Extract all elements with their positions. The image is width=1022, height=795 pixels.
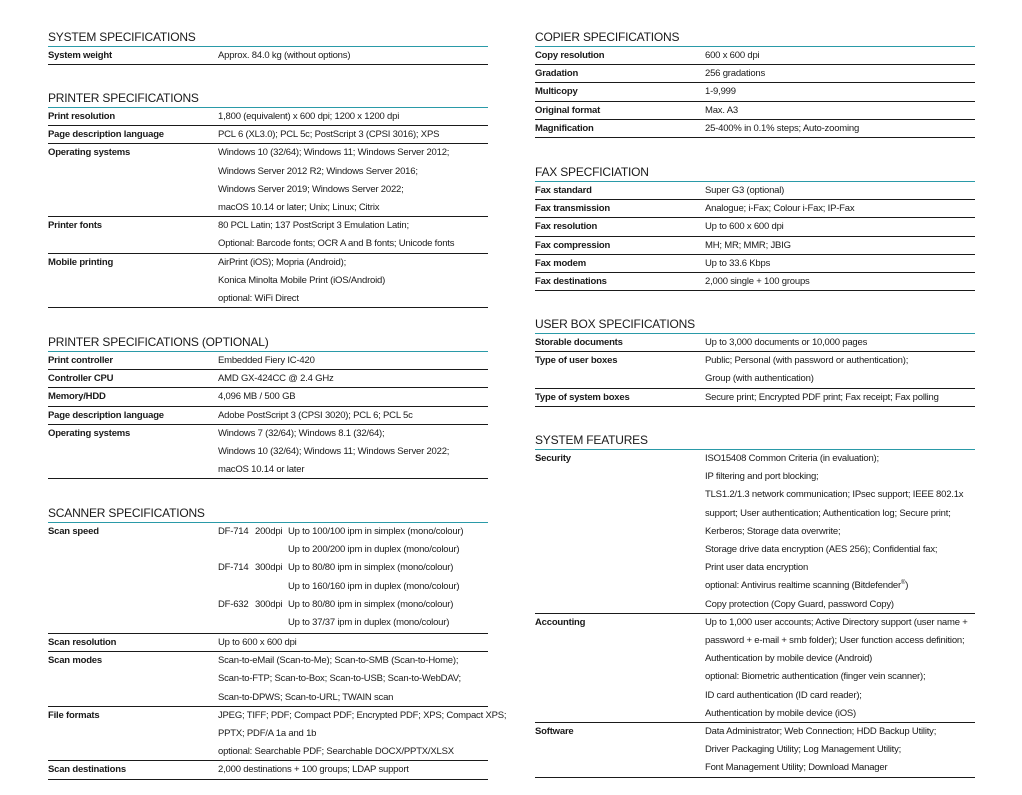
spec-value-line: Analogue; i-Fax; Colour i-Fax; IP-Fax <box>705 203 855 215</box>
spec-value <box>218 652 488 707</box>
spec-label: Storable documents <box>535 337 623 348</box>
spec-value <box>705 614 975 723</box>
spec-value-line: Scan-to-FTP; Scan-to-Box; Scan-to-USB; Scan-to-WebDAV; <box>218 673 461 685</box>
spec-value-line: Secure print; Encrypted PDF print; Fax receipt; Fax polling <box>705 391 939 403</box>
scan-speed-model: DF-714 <box>218 562 249 574</box>
spec-value-line: Optional: Barcode fonts; OCR A and B fonts; Unicode fonts <box>218 238 455 250</box>
spec-value-line: Up to 33.6 Kbps <box>705 257 771 269</box>
spec-label: Software <box>535 726 574 737</box>
scan-speed-line <box>218 559 488 577</box>
section-title: COPIER SPECIFICATIONS <box>535 30 975 47</box>
spec-value-line: support; User authentication; Authentication log; Secure print; <box>705 507 951 519</box>
spec-row-printer-fonts <box>48 217 488 253</box>
spec-row-fax-transmission <box>535 200 975 218</box>
spec-value-line: Windows Server 2019; Windows Server 2022; <box>218 183 404 195</box>
spec-label: Page description language <box>48 129 164 141</box>
spec-value-line: Kerberos; Storage data overwrite; <box>705 525 841 537</box>
spec-value-line: Print user data encryption <box>705 562 809 574</box>
spec-row-scan-destinations <box>48 761 488 779</box>
spec-value <box>218 352 488 370</box>
spec-row-mobile-printing <box>48 254 488 309</box>
spec-label: Magnification <box>535 122 594 134</box>
spec-value <box>705 450 975 614</box>
spec-row-print-resolution <box>48 108 488 126</box>
spec-row-accounting <box>535 614 975 723</box>
spec-row-fax-modem <box>535 255 975 273</box>
spec-value <box>218 707 507 762</box>
spec-value-line: TLS1.2/1.3 network communication; IPsec support; IEEE 802.1x <box>705 489 964 501</box>
spec-value-line: password + e-mail + smb folder); User function access definition; <box>705 635 965 646</box>
spec-value-line: Max. A3 <box>705 104 738 116</box>
section-title: USER BOX SPECIFICATIONS <box>535 317 975 334</box>
spec-value <box>705 65 975 83</box>
spec-value-line: AMD GX-424CC @ 2.4 GHz <box>218 373 334 385</box>
spec-value <box>218 388 488 406</box>
spec-value-line: 600 x 600 dpi <box>705 50 760 61</box>
spec-value-line: Konica Minolta Mobile Print (iOS/Android) <box>218 274 386 286</box>
spec-label: Accounting <box>535 616 586 628</box>
spec-value-line: Windows 10 (32/64); Windows 11; Windows Server 2012; <box>218 147 450 159</box>
scan-speed-line <box>218 614 488 632</box>
spec-value-line: 2,000 single + 100 groups <box>705 276 810 287</box>
scan-speed-res: 300dpi <box>255 562 283 574</box>
spec-value <box>705 182 975 200</box>
spec-row-fax-resolution <box>535 218 975 236</box>
spec-value-line: 2,000 destinations + 100 groups; LDAP support <box>218 764 409 776</box>
spec-label: Fax standard <box>535 185 592 196</box>
spec-value-line: 1-9,999 <box>705 86 736 98</box>
section-title: SCANNER SPECIFICATIONS <box>48 506 488 523</box>
spec-value-line: Scan-to-DPWS; Scan-to-URL; TWAIN scan <box>218 691 394 703</box>
spec-value <box>705 255 975 273</box>
spec-row-system-weight <box>48 47 488 65</box>
spec-row-copy-resolution <box>535 47 975 65</box>
spec-value-line: Windows Server 2012 R2; Windows Server 2016; <box>218 165 418 177</box>
spec-label: File formats <box>48 709 100 721</box>
spec-label: Original format <box>535 104 601 116</box>
spec-row-fax-standard <box>535 182 975 200</box>
spec-value-line: Group (with authentication) <box>705 373 814 385</box>
spec-value-line: Authentication by mobile device (Android) <box>705 653 873 665</box>
spec-value <box>218 425 488 480</box>
spec-value-line: ISO15408 Common Criteria (in evaluation); <box>705 453 879 464</box>
section-title: PRINTER SPECIFICATIONS <box>48 91 488 108</box>
spec-label: Fax compression <box>535 239 611 251</box>
spec-value-line: MH; MR; MMR; JBIG <box>705 239 791 251</box>
spec-label: Type of user boxes <box>535 355 618 367</box>
spec-row-original-format <box>535 102 975 120</box>
spec-value-line: AirPrint (iOS); Mopria (Android); <box>218 256 347 268</box>
spec-value <box>218 634 488 652</box>
spec-value-line: JPEG; TIFF; PDF; Compact PDF; Encrypted PDF; XPS; Compact XPS; <box>218 709 507 721</box>
spec-value-line: optional: Biometric authentication (finger vein scanner); <box>705 671 926 683</box>
spec-value-line: 80 PCL Latin; 137 PostScript 3 Emulation Latin; <box>218 220 409 232</box>
spec-label: Operating systems <box>48 147 131 159</box>
scan-speed-desc: Up to 80/80 ipm in simplex (mono/colour) <box>288 562 454 574</box>
spec-value <box>705 47 975 65</box>
spec-label: Memory/HDD <box>48 391 106 403</box>
spec-value-line: Approx. 84.0 kg (without options) <box>218 50 351 61</box>
spec-value-line: Up to 600 x 600 dpi <box>218 637 297 648</box>
spec-value <box>705 120 975 138</box>
spec-row-controller-cpu <box>48 370 488 388</box>
spec-label: Copy resolution <box>535 50 605 61</box>
scan-speed-desc: Up to 37/37 ipm in duplex (mono/colour) <box>288 616 450 628</box>
section-title: PRINTER SPECIFICATIONS (OPTIONAL) <box>48 335 488 352</box>
spec-value-line: Super G3 (optional) <box>705 185 785 196</box>
spec-label: Fax resolution <box>535 221 598 233</box>
spec-row-scan-resolution <box>48 634 488 652</box>
spec-row-type-of-system-boxes <box>535 389 975 407</box>
scan-speed-model: DF-714 <box>218 526 249 537</box>
spec-row-fax-compression <box>535 237 975 255</box>
scan-speed-model: DF-632 <box>218 598 249 610</box>
registered-mark: ® <box>900 580 906 587</box>
spec-row-memory-hdd <box>48 388 488 406</box>
spec-label: Print controller <box>48 355 113 366</box>
section-title: SYSTEM FEATURES <box>535 433 975 450</box>
scan-speed-desc: Up to 100/100 ipm in simplex (mono/colour) <box>288 526 464 537</box>
spec-label: Fax destinations <box>535 276 607 287</box>
scan-speed-res: 300dpi <box>255 598 283 610</box>
spec-row-gradation <box>535 65 975 83</box>
scan-speed-desc: Up to 80/80 ipm in simplex (mono/colour) <box>288 598 454 610</box>
spec-value-line: ID card authentication (ID card reader); <box>705 689 862 701</box>
spec-value-line: 25-400% in 0.1% steps; Auto-zooming <box>705 122 860 134</box>
spec-row-operating-systems <box>48 144 488 217</box>
spec-value-line: Embedded Fiery IC-420 <box>218 355 315 366</box>
spec-row-scan-modes <box>48 652 488 707</box>
spec-value <box>705 389 975 407</box>
spec-value-line: Adobe PostScript 3 (CPSI 3020); PCL 6; PCL 5c <box>218 409 413 421</box>
spec-row-scan-speed <box>48 523 488 634</box>
spec-value <box>705 200 975 218</box>
spec-value <box>218 370 488 388</box>
spec-value <box>705 273 975 291</box>
spec-label: Mobile printing <box>48 256 114 268</box>
spec-value-line: IP filtering and port blocking; <box>705 471 819 483</box>
spec-label: Type of system boxes <box>535 391 630 403</box>
spec-value-line: Data Administrator; Web Connection; HDD Backup Utility; <box>705 726 937 737</box>
scan-speed-line <box>218 541 488 559</box>
spec-value <box>218 144 488 217</box>
spec-value-line: optional: Antivirus realtime scanning (Bitdefender®) <box>705 580 909 592</box>
spec-label: Multicopy <box>535 86 578 98</box>
spec-value <box>705 334 975 352</box>
spec-label: System weight <box>48 50 112 61</box>
spec-value <box>705 218 975 236</box>
spec-row-security <box>535 450 975 614</box>
spec-value <box>218 761 488 779</box>
spec-value-line: macOS 10.14 or later <box>218 464 305 476</box>
spec-label: Scan resolution <box>48 637 117 648</box>
spec-label: Scan speed <box>48 526 99 537</box>
spec-value-line: optional: Searchable PDF; Searchable DOCX/PPTX/XLSX <box>218 746 454 758</box>
spec-value <box>218 523 488 632</box>
spec-value-line: Up to 1,000 user accounts; Active Directory support (user name + <box>705 616 968 628</box>
spec-row-fax-destinations <box>535 273 975 291</box>
spec-row-print-controller <box>48 352 488 370</box>
spec-value <box>705 102 975 120</box>
spec-value <box>218 47 488 65</box>
spec-label: Print resolution <box>48 111 115 122</box>
spec-value <box>705 83 975 101</box>
spec-value <box>705 723 975 778</box>
spec-value <box>705 352 975 388</box>
spec-value-line: Storage drive data encryption (AES 256); Confidential fax; <box>705 544 938 556</box>
spec-value-line: Copy protection (Copy Guard, password Copy) <box>705 598 894 610</box>
spec-value-line: PCL 6 (XL3.0); PCL 5c; PostScript 3 (CPSI 3016); XPS <box>218 129 440 141</box>
spec-label: Page description language <box>48 409 164 421</box>
scan-speed-res: 200dpi <box>255 526 283 537</box>
spec-value <box>705 237 975 255</box>
spec-value-line: 4,096 MB / 500 GB <box>218 391 296 403</box>
spec-value-line: Driver Packaging Utility; Log Management Utility; <box>705 744 902 756</box>
spec-row-page-description-language <box>48 407 488 425</box>
spec-value-line: PPTX; PDF/A 1a and 1b <box>218 728 317 739</box>
spec-row-multicopy <box>535 83 975 101</box>
section-title: FAX SPECFICIATION <box>535 165 975 182</box>
spec-value-line: optional: WiFi Direct <box>218 293 299 304</box>
spec-value <box>218 217 488 253</box>
spec-value-line: 256 gradations <box>705 68 766 80</box>
spec-row-storable-documents <box>535 334 975 352</box>
spec-label: Controller CPU <box>48 373 114 385</box>
spec-value-line: Public; Personal (with password or authentication); <box>705 355 909 367</box>
spec-label: Fax transmission <box>535 203 610 215</box>
spec-label: Printer fonts <box>48 220 102 232</box>
spec-label: Scan modes <box>48 655 102 667</box>
spec-row-page-description-language <box>48 126 488 144</box>
section-title: SYSTEM SPECIFICATIONS <box>48 30 488 47</box>
spec-row-type-of-user-boxes <box>535 352 975 388</box>
spec-value <box>218 254 488 309</box>
spec-value <box>218 407 488 425</box>
spec-value-line: Windows 7 (32/64); Windows 8.1 (32/64); <box>218 427 385 439</box>
spec-row-file-formats <box>48 707 507 762</box>
scan-speed-line <box>218 578 488 596</box>
spec-value-line: Scan-to-eMail (Scan-to-Me); Scan-to-SMB (Scan-to-Home); <box>218 655 459 667</box>
spec-row-software <box>535 723 975 778</box>
scan-speed-line <box>218 523 488 541</box>
spec-row-magnification <box>535 120 975 138</box>
spec-value-line: Up to 600 x 600 dpi <box>705 221 784 233</box>
spec-row-operating-systems <box>48 425 488 480</box>
scan-speed-desc: Up to 200/200 ipm in duplex (mono/colour) <box>288 544 460 556</box>
spec-label: Fax modem <box>535 257 586 269</box>
scan-speed-desc: Up to 160/160 ipm in duplex (mono/colour) <box>288 580 460 592</box>
spec-value-line: 1,800 (equivalent) x 600 dpi; 1200 x 1200 dpi <box>218 111 400 122</box>
spec-label: Gradation <box>535 68 579 80</box>
spec-value-line: Windows 10 (32/64); Windows 11; Windows Server 2022; <box>218 446 450 457</box>
spec-value <box>218 108 488 126</box>
spec-value-line: Authentication by mobile device (iOS) <box>705 707 857 719</box>
spec-label: Security <box>535 453 571 464</box>
spec-label: Operating systems <box>48 427 131 439</box>
spec-value-line: Up to 3,000 documents or 10,000 pages <box>705 337 868 348</box>
scan-speed-line <box>218 596 488 614</box>
spec-value-line: Font Management Utility; Download Manager <box>705 762 888 774</box>
spec-value-line: macOS 10.14 or later; Unix; Linux; Citrix <box>218 202 380 213</box>
spec-value <box>218 126 488 144</box>
spec-label: Scan destinations <box>48 764 126 776</box>
